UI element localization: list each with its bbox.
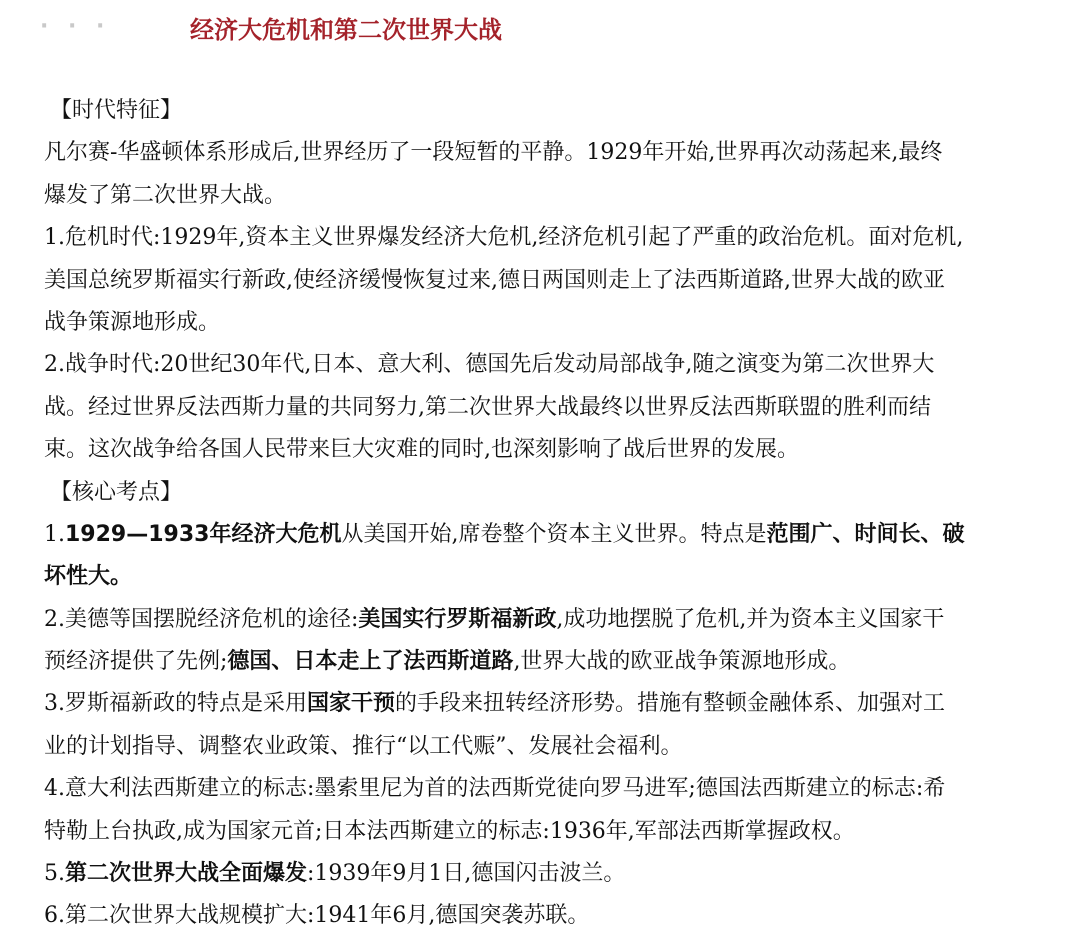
point5-number: 5.: [44, 861, 65, 887]
section-heading-era-features: 【时代特征】: [50, 98, 183, 123]
era2-line-2: 战。经过世界反法西斯力量的共同努力,第二次世界大战最终以世界反法西斯联盟的胜利而结: [44, 394, 931, 420]
point1-line-1: [44, 514, 1074, 556]
page-title: 经济大危机和第二次世界大战: [190, 16, 502, 44]
intro-line-2: 爆发了第二次世界大战。: [44, 182, 287, 208]
point1-line-2: [44, 556, 1074, 598]
point2-line-2: [44, 641, 1074, 683]
point2-line-1: [44, 599, 1074, 641]
point2-text-3: 预经济提供了先例;: [44, 649, 228, 675]
point2-text-2: ,成功地摆脱了危机,并为资本主义国家干: [556, 606, 945, 632]
point6-line: 6.第二次世界大战规模扩大:1941年6月,德国突袭苏联。: [44, 903, 590, 929]
point3-line-1: [44, 683, 1074, 725]
point5-bold-term: 第二次世界大战全面爆发: [65, 861, 308, 887]
point2-bold-us: 美国实行罗斯福新政: [358, 606, 557, 632]
section-heading-key-points: 【核心考点】: [50, 479, 183, 505]
point2-text: 2.美德等国摆脱经济危机的途径:: [44, 606, 359, 632]
title-fragment: · · ·: [40, 14, 111, 39]
point3-text-2: 的手段来扭转经济形势。措施有整顿金融体系、加强对工: [395, 691, 946, 717]
era2-line-1: 2.战争时代:20世纪30年代,日本、意大利、德国先后发动局部战争,随之演变为第二次世界大: [44, 352, 935, 378]
point1-number: 1.: [44, 521, 65, 547]
point5-text: :1939年9月1日,德国闪击波兰。: [307, 861, 626, 887]
point3-line-2: 业的计划指导、调整农业政策、推行“以工代赈”、发展社会福利。: [44, 733, 683, 759]
point1-bold-features: 范围广、时间长、破: [766, 521, 965, 547]
point2-text-4: ,世界大战的欧亚战争策源地形成。: [513, 649, 851, 675]
era1-line-3: 战争策源地形成。: [44, 309, 221, 335]
document-body: [44, 90, 1074, 938]
era1-line-1: 1.危机时代:1929年,资本主义世界爆发经济大危机,经济危机引起了严重的政治危机。面对危机,: [44, 225, 964, 251]
era1-line-2: 美国总统罗斯福实行新政,使经济缓慢恢复过来,德日两国则走上了法西斯道路,世界大战的欧亚: [44, 267, 945, 293]
intro-line-1: 凡尔赛-华盛顿体系形成后,世界经历了一段短暂的平静。1929年开始,世界再次动荡起来,最终: [44, 140, 943, 166]
point4-line-2: 特勒上台执政,成为国家元首;日本法西斯建立的标志:1936年,军部法西斯掌握政权。: [44, 818, 855, 844]
point1-bold-features-end: 坏性大。: [44, 564, 133, 590]
point5-line: [44, 853, 1074, 895]
point2-bold-germany-japan: 德国、日本走上了法西斯道路: [227, 649, 514, 675]
point3-bold-term: 国家干预: [307, 691, 396, 717]
point1-bold-term: 1929—1933年经济大危机: [65, 521, 342, 547]
point4-line-1: 4.意大利法西斯建立的标志:墨索里尼为首的法西斯党徒向罗马进军;德国法西斯建立的标志:希: [44, 776, 946, 802]
point1-text: 从美国开始,席卷整个资本主义世界。特点是: [341, 521, 767, 547]
era2-line-3: 束。这次战争给各国人民带来巨大灾难的同时,也深刻影响了战后世界的发展。: [44, 437, 799, 463]
point3-text: 3.罗斯福新政的特点是采用: [44, 691, 307, 717]
